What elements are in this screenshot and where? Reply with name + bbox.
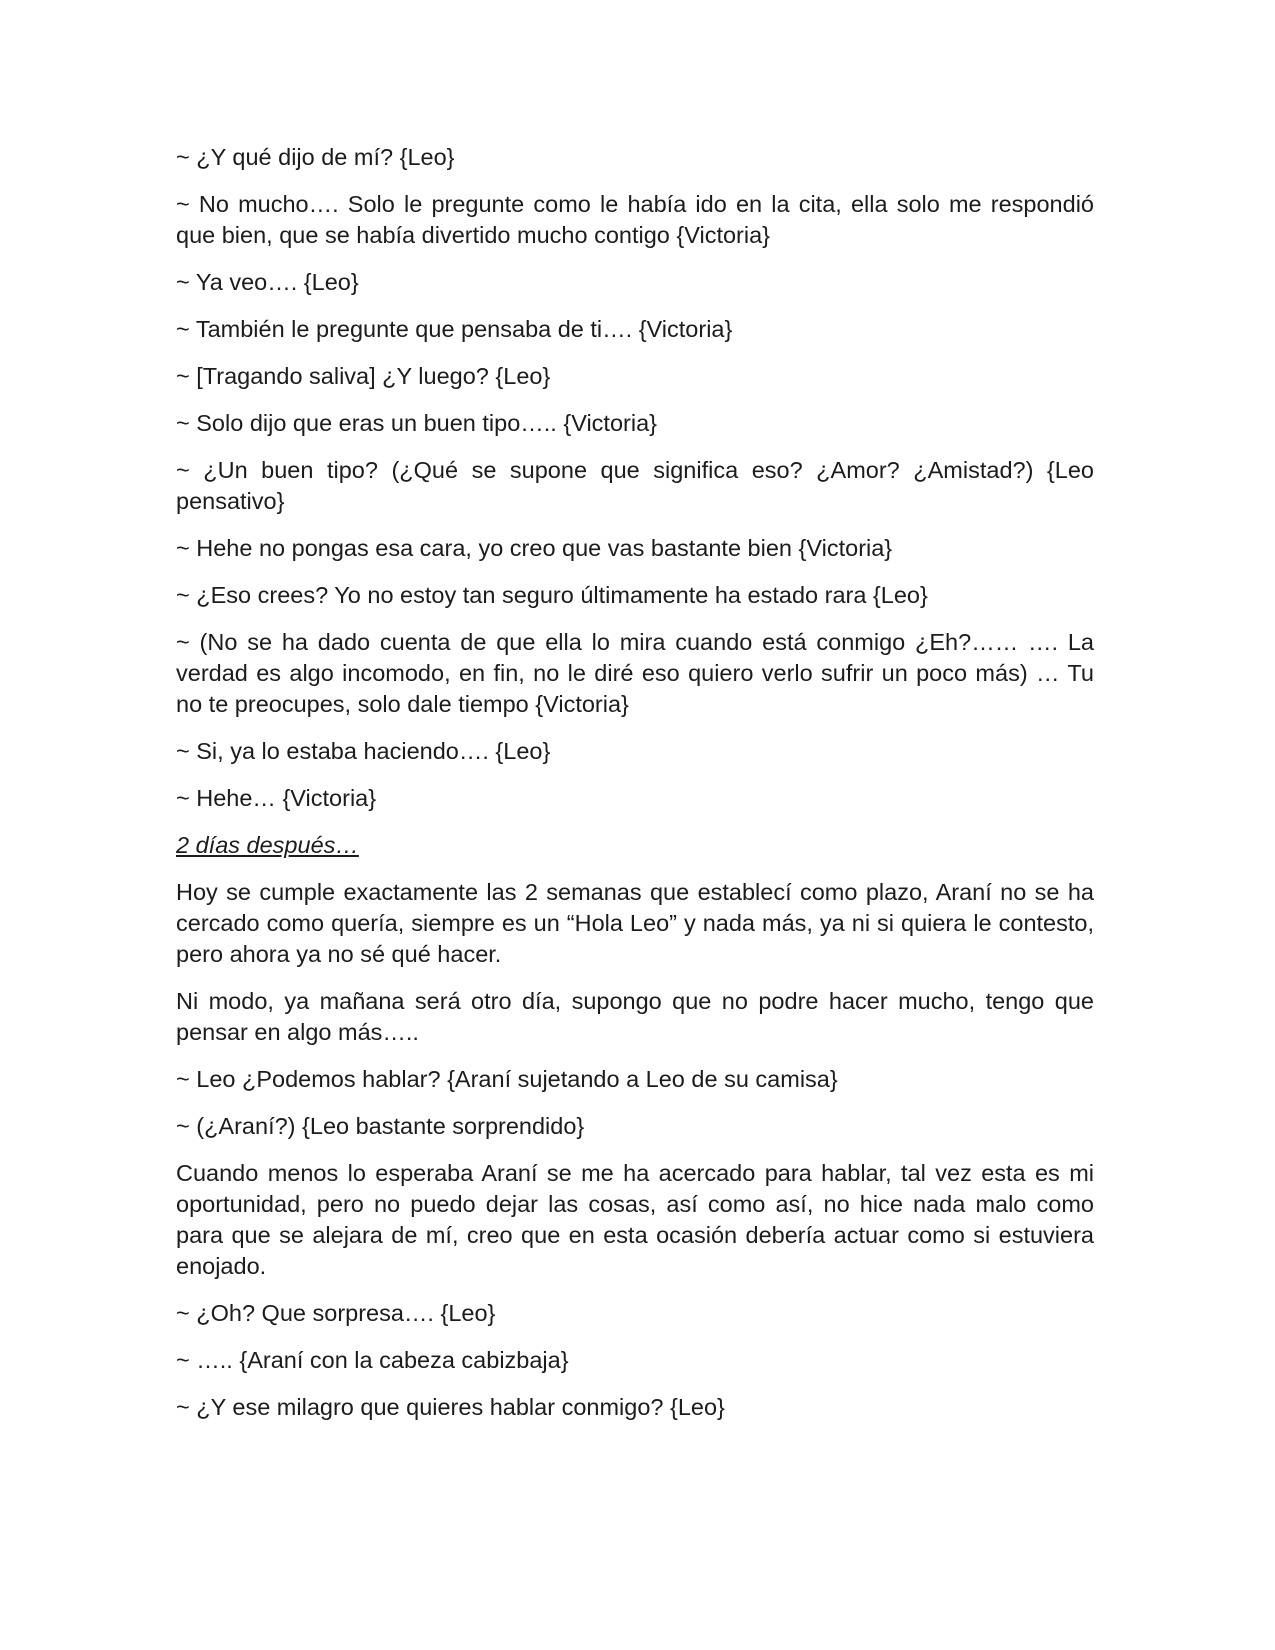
dialogue-line: ~ Solo dijo que eras un buen tipo….. {Victoria} xyxy=(176,410,657,436)
narration-paragraph: Ni modo, ya mañana será otro día, supongo que no podre hacer mucho, tengo que pensar en algo más….. xyxy=(176,988,1094,1045)
dialogue-line: ~ ….. {Araní con la cabeza cabizbaja} xyxy=(176,1347,569,1373)
dialogue-line: ~ ¿Un buen tipo? (¿Qué se supone que significa eso? ¿Amor? ¿Amistad?) {Leo pensativo} xyxy=(176,457,1094,514)
dialogue-line: ~ Leo ¿Podemos hablar? {Araní sujetando a Leo de su camisa} xyxy=(176,1066,838,1092)
dialogue-line: ~ (No se ha dado cuenta de que ella lo mira cuando está conmigo ¿Eh?…… …. La verdad es algo incomodo, en fin, no le diré eso quiero verlo sufrir un poco más) … Tu no te preocupes, solo dale tiempo {Victoria} xyxy=(176,629,1094,717)
dialogue-line: ~ No mucho…. Solo le pregunte como le había ido en la cita, ella solo me respondió que bien, que se había divertido mucho contigo {Victoria} xyxy=(176,191,1094,248)
dialogue-line: ~ ¿Y ese milagro que quieres hablar conmigo? {Leo} xyxy=(176,1394,725,1420)
narration-paragraph: Hoy se cumple exactamente las 2 semanas que establecí como plazo, Araní no se ha cercado como quería, siempre es un “Hola Leo” y nada más, ya ni si quiera le contesto, pero ahora ya no sé qué hacer. xyxy=(176,879,1094,967)
dialogue-line: ~ Hehe… {Victoria} xyxy=(176,785,377,811)
narration-paragraph: Cuando menos lo esperaba Araní se me ha acercado para hablar, tal vez esta es mi oportunidad, pero no puedo dejar las cosas, así como así, no hice nada malo como para que se alejara de mí, creo que en esta ocasión debería actuar como si estuviera enojado. xyxy=(176,1160,1094,1279)
document-body xyxy=(176,142,1094,1439)
dialogue-line: ~ Hehe no pongas esa cara, yo creo que vas bastante bien {Victoria} xyxy=(176,535,893,561)
scene-break-heading: 2 días después… xyxy=(176,832,359,858)
dialogue-line: ~ [Tragando saliva] ¿Y luego? {Leo} xyxy=(176,363,551,389)
dialogue-line: ~ Si, ya lo estaba haciendo…. {Leo} xyxy=(176,738,551,764)
dialogue-line: ~ ¿Y qué dijo de mí? {Leo} xyxy=(176,144,455,170)
dialogue-line: ~ ¿Eso crees? Yo no estoy tan seguro últimamente ha estado rara {Leo} xyxy=(176,582,928,608)
dialogue-line: ~ (¿Araní?) {Leo bastante sorprendido} xyxy=(176,1113,585,1139)
dialogue-line: ~ Ya veo…. {Leo} xyxy=(176,269,359,295)
dialogue-line: ~ También le pregunte que pensaba de ti…. {Victoria} xyxy=(176,316,733,342)
dialogue-line: ~ ¿Oh? Que sorpresa…. {Leo} xyxy=(176,1300,496,1326)
